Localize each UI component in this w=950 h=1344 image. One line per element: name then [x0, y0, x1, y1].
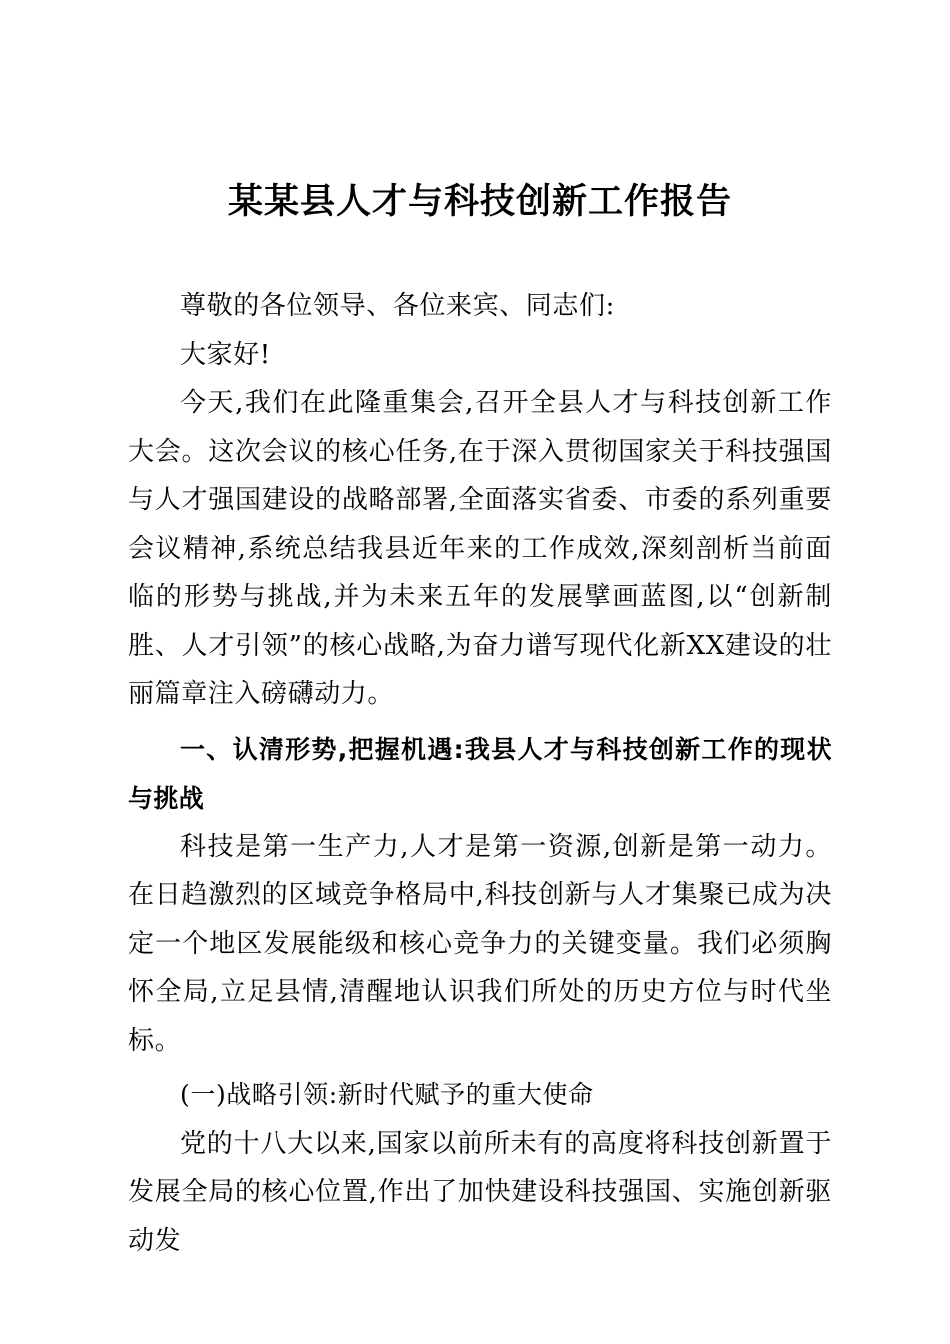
- title-spacer: [128, 234, 832, 282]
- intro-paragraph: 今天,我们在此隆重集会,召开全县人才与科技创新工作大会。这次会议的核心任务,在于深入贯彻国家关于科技强国与人才强国建设的战略部署,全面落实省委、市委的系列重要会议精神,系统总结我县近年来的工作成效,深刻剖析当前面临的形势与挑战,并为未来五年的发展擘画蓝图,以“创新制胜、人才引领”的核心战略,为奋力谱写现代化新XX建设的壮丽篇章注入磅礴动力。: [128, 388, 832, 709]
- greeting: 大家好!: [180, 339, 271, 370]
- section-1-paragraph: 科技是第一生产力,人才是第一资源,创新是第一动力。在日趋激烈的区域竞争格局中,科技创新与人才集聚已成为决定一个地区发展能级和核心竞争力的关键变量。我们必须胸怀全局,立足县情,清醒地认识我们所处的历史方位与时代坐标。: [128, 831, 832, 1056]
- section-heading-1: 一、认清形势,把握机遇:我县人才与科技创新工作的现状与挑战: [128, 734, 832, 813]
- subsection-1-paragraph: 党的十八大以来,国家以前所未有的高度将科技创新置于发展全局的核心位置,作出了加快建设科技强国、实施创新驱动发: [128, 1128, 832, 1256]
- document-title: 某某县人才与科技创新工作报告: [227, 181, 732, 222]
- subsection-heading-1: (一)战略引领:新时代赋予的重大使命: [180, 1080, 594, 1109]
- document-body: [128, 170, 832, 1265]
- salutation: 尊敬的各位领导、各位来宾、同志们:: [180, 291, 615, 321]
